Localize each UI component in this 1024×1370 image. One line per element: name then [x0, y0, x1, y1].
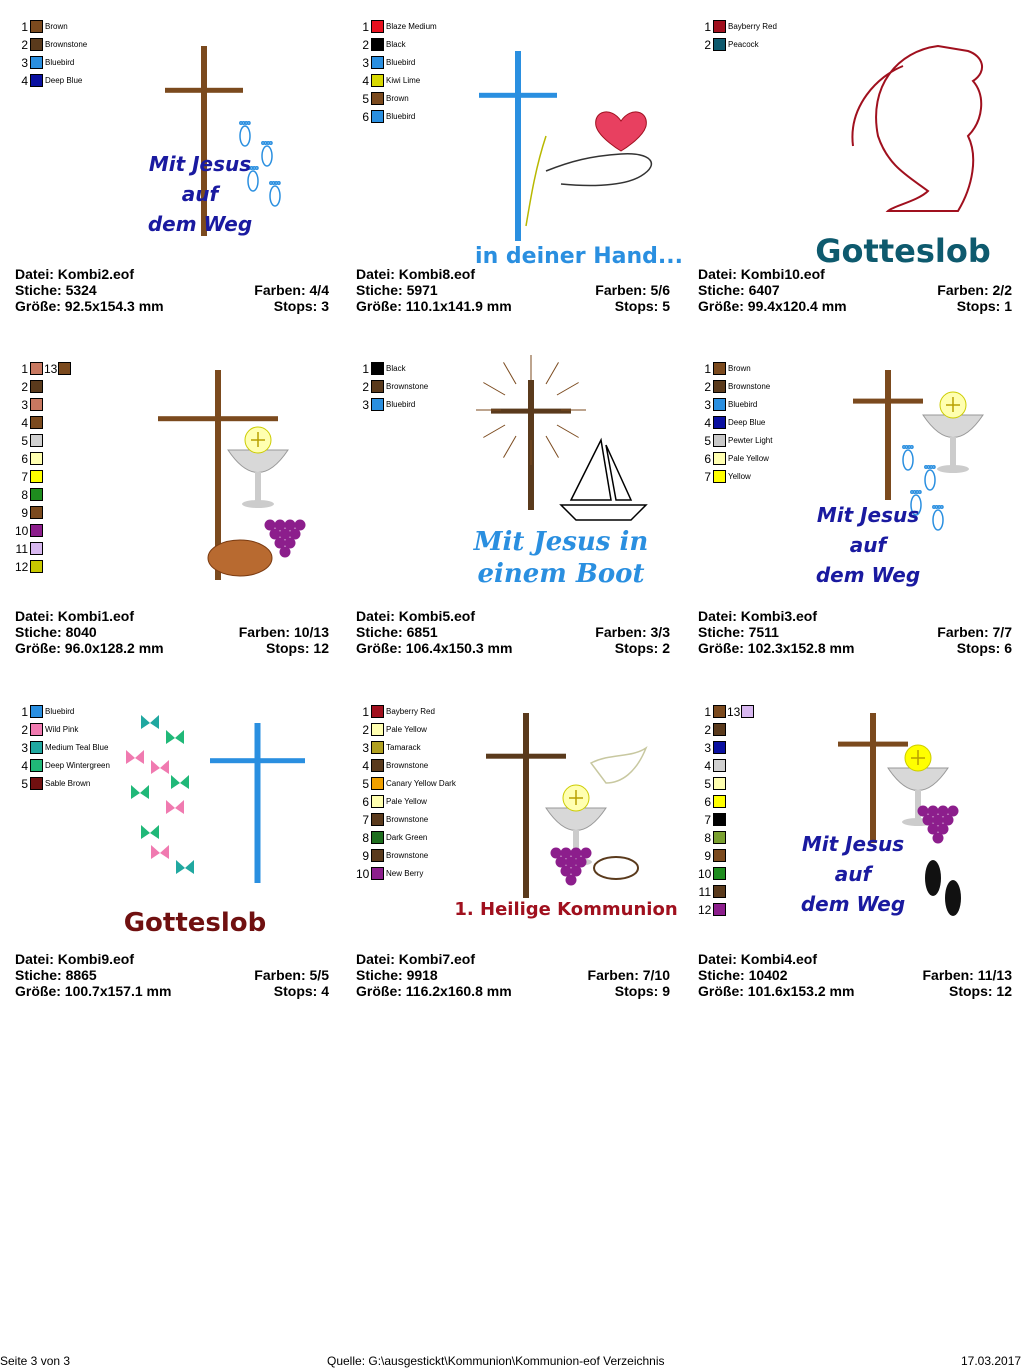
art-text-line: Gotteslob — [123, 908, 267, 938]
palette-index: 2 — [362, 38, 369, 52]
color-count: Farben: 5/6 — [595, 282, 670, 298]
palette-index: 1 — [21, 20, 28, 34]
color-swatch — [30, 723, 43, 736]
palette-index: 5 — [21, 434, 28, 448]
stitch-count: Stiche: 10402 — [698, 967, 788, 983]
file-name: Datei: Kombi9.eof — [15, 951, 135, 967]
color-swatch — [371, 759, 384, 772]
color-swatch — [371, 92, 384, 105]
design-size: Größe: 110.1x141.9 mm — [356, 298, 512, 314]
color-count: Farben: 7/10 — [587, 967, 670, 983]
design-card — [356, 18, 683, 318]
color-swatch — [30, 560, 43, 573]
thread-name: Wild Pink — [45, 725, 79, 734]
palette-index: 2 — [21, 380, 28, 394]
color-count: Farben: 3/3 — [595, 624, 670, 640]
file-name: Datei: Kombi10.eof — [698, 266, 825, 282]
color-swatch — [713, 849, 726, 862]
design-card — [15, 703, 335, 1003]
chalice-icon — [228, 427, 288, 508]
color-swatch — [30, 542, 43, 555]
color-swatch — [713, 452, 726, 465]
color-swatch — [371, 849, 384, 862]
palette-index: 2 — [21, 723, 28, 737]
design-size: Größe: 106.4x150.3 mm — [356, 640, 513, 656]
thread-name: Brownstone — [386, 382, 429, 391]
footer-date: 17.03.2017 — [961, 1354, 1022, 1368]
thread-name: Tamarack — [386, 743, 421, 752]
palette-index: 4 — [704, 416, 711, 430]
palette-index: 2 — [362, 723, 369, 737]
art-text-line: auf — [834, 862, 872, 886]
embroidery-preview — [813, 360, 1013, 595]
embroidery-preview — [471, 360, 671, 595]
color-swatch — [713, 434, 726, 447]
palette-index: 1 — [21, 705, 28, 719]
color-swatch — [713, 380, 726, 393]
palette-index: 5 — [362, 777, 369, 791]
palette-index: 4 — [704, 759, 711, 773]
color-swatch — [371, 398, 384, 411]
color-swatch — [713, 398, 726, 411]
footer-page: Seite 3 von 3 — [0, 1354, 71, 1368]
dove-icon — [591, 748, 646, 783]
design-size: Größe: 99.4x120.4 mm — [698, 298, 847, 314]
palette-index: 7 — [362, 813, 369, 827]
embroidery-preview — [800, 703, 1013, 938]
thread-name: Deep Wintergreen — [45, 761, 110, 770]
color-swatch — [30, 56, 43, 69]
design-card — [698, 18, 1018, 318]
color-swatch — [713, 903, 726, 916]
stitch-count: Stiche: 8040 — [15, 624, 97, 640]
stitch-count: Stiche: 9918 — [356, 967, 438, 983]
file-name: Datei: Kombi7.eof — [356, 951, 476, 967]
thread-name: Black — [386, 364, 406, 373]
design-info — [15, 266, 329, 314]
palette-index: 1 — [362, 20, 369, 34]
thread-name: Bluebird — [386, 112, 416, 121]
thread-name: Pale Yellow — [728, 454, 769, 463]
thread-name: Deep Blue — [45, 76, 83, 85]
design-card — [698, 703, 1018, 1003]
butterflies-icon — [126, 715, 194, 874]
palette-index: 6 — [362, 110, 369, 124]
grapes-icon — [551, 848, 592, 886]
thread-name: Canary Yellow Dark — [386, 779, 456, 788]
design-size: Größe: 102.3x152.8 mm — [698, 640, 855, 656]
stop-count: Stops: 12 — [948, 983, 1012, 999]
color-swatch — [30, 524, 43, 537]
design-info — [15, 608, 329, 656]
color-swatch — [371, 831, 384, 844]
palette-index: 2 — [704, 380, 711, 394]
thread-name: Brownstone — [386, 761, 429, 770]
stitch-count: Stiche: 6407 — [698, 282, 780, 298]
cross-icon — [486, 713, 566, 898]
color-swatch — [30, 506, 43, 519]
palette-index: 3 — [704, 741, 711, 755]
stitch-count: Stiche: 6851 — [356, 624, 438, 640]
color-swatch — [713, 885, 726, 898]
design-card — [15, 18, 335, 318]
file-name: Datei: Kombi3.eof — [698, 608, 818, 624]
cross-icon — [853, 370, 923, 500]
color-count: Farben: 10/13 — [238, 624, 329, 640]
color-swatch — [371, 741, 384, 754]
embroidery-preview — [123, 703, 330, 938]
thread-name: Pewter Light — [728, 436, 773, 445]
bread-icon — [594, 857, 638, 879]
palette-index: 3 — [21, 398, 28, 412]
thread-name: Bayberry Red — [386, 707, 435, 716]
color-swatch — [713, 705, 726, 718]
color-swatch — [713, 723, 726, 736]
palette-index: 12 — [15, 560, 29, 574]
palette-index-extra: 13 — [44, 362, 58, 376]
stop-count: Stops: 12 — [265, 640, 329, 656]
color-swatch — [371, 20, 384, 33]
cross-icon — [479, 51, 557, 241]
palette-index: 1 — [704, 20, 711, 34]
color-swatch — [371, 362, 384, 375]
thread-name: Bluebird — [45, 707, 75, 716]
design-info — [15, 951, 329, 999]
palette-index: 1 — [362, 362, 369, 376]
thread-name: Bluebird — [386, 400, 416, 409]
color-count: Farben: 11/13 — [922, 967, 1012, 983]
palette-index: 12 — [698, 903, 712, 917]
color-swatch — [371, 705, 384, 718]
hand-icon — [546, 154, 651, 186]
angel-icon — [852, 46, 982, 211]
palette-index: 7 — [704, 470, 711, 484]
palette-index: 10 — [356, 867, 370, 881]
color-count: Farben: 4/4 — [254, 282, 329, 298]
art-text-line: Gotteslob — [815, 232, 991, 270]
palette-index: 3 — [704, 398, 711, 412]
palette-index: 3 — [362, 398, 369, 412]
art-text-line: auf — [181, 182, 219, 206]
color-swatch — [30, 488, 43, 501]
embroidery-preview — [145, 26, 325, 261]
thread-name: Brownstone — [386, 851, 429, 860]
cross-icon — [165, 46, 243, 236]
embroidery-preview — [130, 360, 330, 595]
art-text-line: auf — [849, 533, 887, 557]
stop-count: Stops: 6 — [956, 640, 1012, 656]
color-count: Farben: 5/5 — [254, 967, 329, 983]
palette-index: 11 — [15, 542, 28, 556]
art-text-line: Mit Jesus — [816, 503, 920, 527]
art-text-line: einem Boot — [477, 559, 645, 589]
palette-index: 3 — [21, 56, 28, 70]
palette-index: 5 — [362, 92, 369, 106]
color-swatch — [30, 759, 43, 772]
color-swatch — [713, 38, 726, 51]
design-card — [356, 703, 676, 1003]
color-count: Farben: 2/2 — [937, 282, 1012, 298]
color-swatch — [713, 759, 726, 772]
thread-name: Kiwi Lime — [386, 76, 421, 85]
file-name: Datei: Kombi5.eof — [356, 608, 476, 624]
color-swatch — [713, 362, 726, 375]
color-swatch — [371, 380, 384, 393]
palette-index: 3 — [362, 56, 369, 70]
palette-index: 11 — [698, 885, 711, 899]
palette-index: 10 — [15, 524, 29, 538]
color-swatch — [713, 416, 726, 429]
thread-name: Bluebird — [45, 58, 75, 67]
stop-count: Stops: 9 — [614, 983, 670, 999]
design-size: Größe: 92.5x154.3 mm — [15, 298, 164, 314]
heart-icon — [596, 112, 647, 151]
stop-count: Stops: 2 — [614, 640, 670, 656]
color-swatch — [371, 723, 384, 736]
chalice-icon — [923, 392, 983, 473]
color-swatch — [713, 20, 726, 33]
design-size: Größe: 96.0x128.2 mm — [15, 640, 164, 656]
design-info — [356, 608, 670, 656]
footer-source: Quelle: G:\ausgestickt\Kommunion\Kommunion-eof Verzeichnis — [327, 1354, 665, 1368]
thread-name: Black — [386, 40, 406, 49]
file-name: Datei: Kombi1.eof — [15, 608, 135, 624]
file-name: Datei: Kombi4.eof — [698, 951, 818, 967]
color-swatch — [30, 434, 43, 447]
palette-index: 8 — [362, 831, 369, 845]
color-swatch — [30, 398, 43, 411]
palette-index: 1 — [704, 362, 711, 376]
color-swatch — [30, 380, 43, 393]
palette-index: 9 — [21, 506, 28, 520]
embroidery-preview — [454, 703, 678, 938]
file-name: Datei: Kombi2.eof — [15, 266, 135, 282]
art-text-line: dem Weg — [147, 212, 253, 236]
palette-index: 9 — [362, 849, 369, 863]
branch-icon — [526, 136, 546, 226]
palette-index: 6 — [362, 795, 369, 809]
thread-name: Brown — [728, 364, 751, 373]
stitch-count: Stiche: 8865 — [15, 967, 97, 983]
thread-name: Bayberry Red — [728, 22, 777, 31]
palette-index: 8 — [21, 488, 28, 502]
color-swatch — [30, 777, 43, 790]
color-swatch — [371, 795, 384, 808]
color-swatch — [30, 362, 43, 375]
palette-index: 7 — [21, 470, 28, 484]
color-swatch — [30, 416, 43, 429]
palette-index: 4 — [21, 74, 28, 88]
palette-index-extra: 13 — [727, 705, 741, 719]
thread-name: Bluebird — [728, 400, 758, 409]
color-swatch — [371, 777, 384, 790]
color-swatch — [713, 831, 726, 844]
thread-name: Brownstone — [386, 815, 429, 824]
thread-name: Brown — [45, 22, 68, 31]
bread-icon — [208, 540, 272, 576]
thread-name: Peacock — [728, 40, 759, 49]
design-info — [698, 608, 1012, 656]
design-size: Größe: 100.7x157.1 mm — [15, 983, 172, 999]
stop-count: Stops: 5 — [614, 298, 670, 314]
thread-name: New Berry — [386, 869, 424, 878]
palette-index: 3 — [362, 741, 369, 755]
thread-name: Pale Yellow — [386, 725, 427, 734]
thread-name: Brown — [386, 94, 409, 103]
palette-index: 8 — [704, 831, 711, 845]
color-swatch — [371, 110, 384, 123]
design-size: Größe: 101.6x153.2 mm — [698, 983, 855, 999]
color-swatch — [30, 20, 43, 33]
palette-index: 6 — [704, 795, 711, 809]
footprints-icon — [925, 860, 961, 916]
palette-index: 2 — [704, 723, 711, 737]
design-card — [698, 360, 1018, 660]
thread-name: Yellow — [728, 472, 751, 481]
color-swatch — [713, 867, 726, 880]
stop-count: Stops: 3 — [273, 298, 329, 314]
color-swatch — [371, 74, 384, 87]
thread-name: Brownstone — [45, 40, 88, 49]
stop-count: Stops: 1 — [956, 298, 1012, 314]
art-text-line: dem Weg — [800, 892, 906, 916]
color-swatch-extra — [741, 705, 754, 718]
palette-index: 10 — [698, 867, 712, 881]
thread-name: Medium Teal Blue — [45, 743, 109, 752]
embroidery-preview — [471, 26, 683, 269]
design-card — [15, 360, 335, 660]
color-swatch — [371, 867, 384, 880]
palette-index: 4 — [362, 74, 369, 88]
design-card — [356, 360, 676, 660]
color-swatch — [30, 470, 43, 483]
palette-index: 6 — [21, 452, 28, 466]
boat-icon — [561, 440, 646, 520]
color-swatch — [371, 813, 384, 826]
color-swatch — [30, 38, 43, 51]
palette-index: 7 — [704, 813, 711, 827]
palette-index: 4 — [21, 416, 28, 430]
thread-name: Sable Brown — [45, 779, 91, 788]
art-text-line: Mit Jesus — [801, 832, 905, 856]
palette-index: 9 — [704, 849, 711, 863]
color-swatch — [713, 741, 726, 754]
palette-index: 2 — [21, 38, 28, 52]
palette-index: 4 — [21, 759, 28, 773]
palette-index: 5 — [704, 777, 711, 791]
cross-icon — [210, 723, 305, 883]
stitch-count: Stiche: 7511 — [698, 624, 779, 640]
color-swatch — [713, 777, 726, 790]
palette-index: 4 — [362, 759, 369, 773]
thread-name: Deep Blue — [728, 418, 766, 427]
color-swatch-extra — [58, 362, 71, 375]
palette-index: 2 — [704, 38, 711, 52]
art-text-line: Mit Jesus in — [473, 527, 649, 557]
thread-name: Blaze Medium — [386, 22, 437, 31]
thread-name: Dark Green — [386, 833, 428, 842]
file-name: Datei: Kombi8.eof — [356, 266, 476, 282]
thread-name: Bluebird — [386, 58, 416, 67]
thread-name: Pale Yellow — [386, 797, 427, 806]
color-swatch — [713, 813, 726, 826]
palette-index: 1 — [704, 705, 711, 719]
stitch-count: Stiche: 5324 — [15, 282, 97, 298]
color-swatch — [30, 452, 43, 465]
color-swatch — [30, 74, 43, 87]
palette-index: 1 — [21, 362, 28, 376]
color-count: Farben: 7/7 — [937, 624, 1012, 640]
palette-index: 1 — [362, 705, 369, 719]
stop-count: Stops: 4 — [273, 983, 329, 999]
palette-index: 3 — [21, 741, 28, 755]
palette-index: 5 — [21, 777, 28, 791]
palette-index: 2 — [362, 380, 369, 394]
color-swatch — [713, 470, 726, 483]
color-swatch — [30, 705, 43, 718]
color-swatch — [30, 741, 43, 754]
palette-index: 6 — [704, 452, 711, 466]
palette-index: 5 — [704, 434, 711, 448]
design-info — [356, 266, 670, 314]
color-swatch — [713, 795, 726, 808]
design-info — [698, 266, 1012, 314]
art-text-line: in deiner Hand... — [475, 244, 683, 269]
design-size: Größe: 116.2x160.8 mm — [356, 983, 512, 999]
color-swatch — [371, 56, 384, 69]
art-text-line: 1. Heilige Kommunion — [454, 899, 678, 920]
stitch-count: Stiche: 5971 — [356, 282, 438, 298]
art-text-line: dem Weg — [815, 563, 921, 587]
thread-name: Brownstone — [728, 382, 771, 391]
color-swatch — [371, 38, 384, 51]
art-text-line: Mit Jesus — [148, 152, 252, 176]
embroidery-preview — [808, 26, 1008, 270]
design-info — [356, 951, 670, 999]
design-info — [698, 951, 1012, 999]
